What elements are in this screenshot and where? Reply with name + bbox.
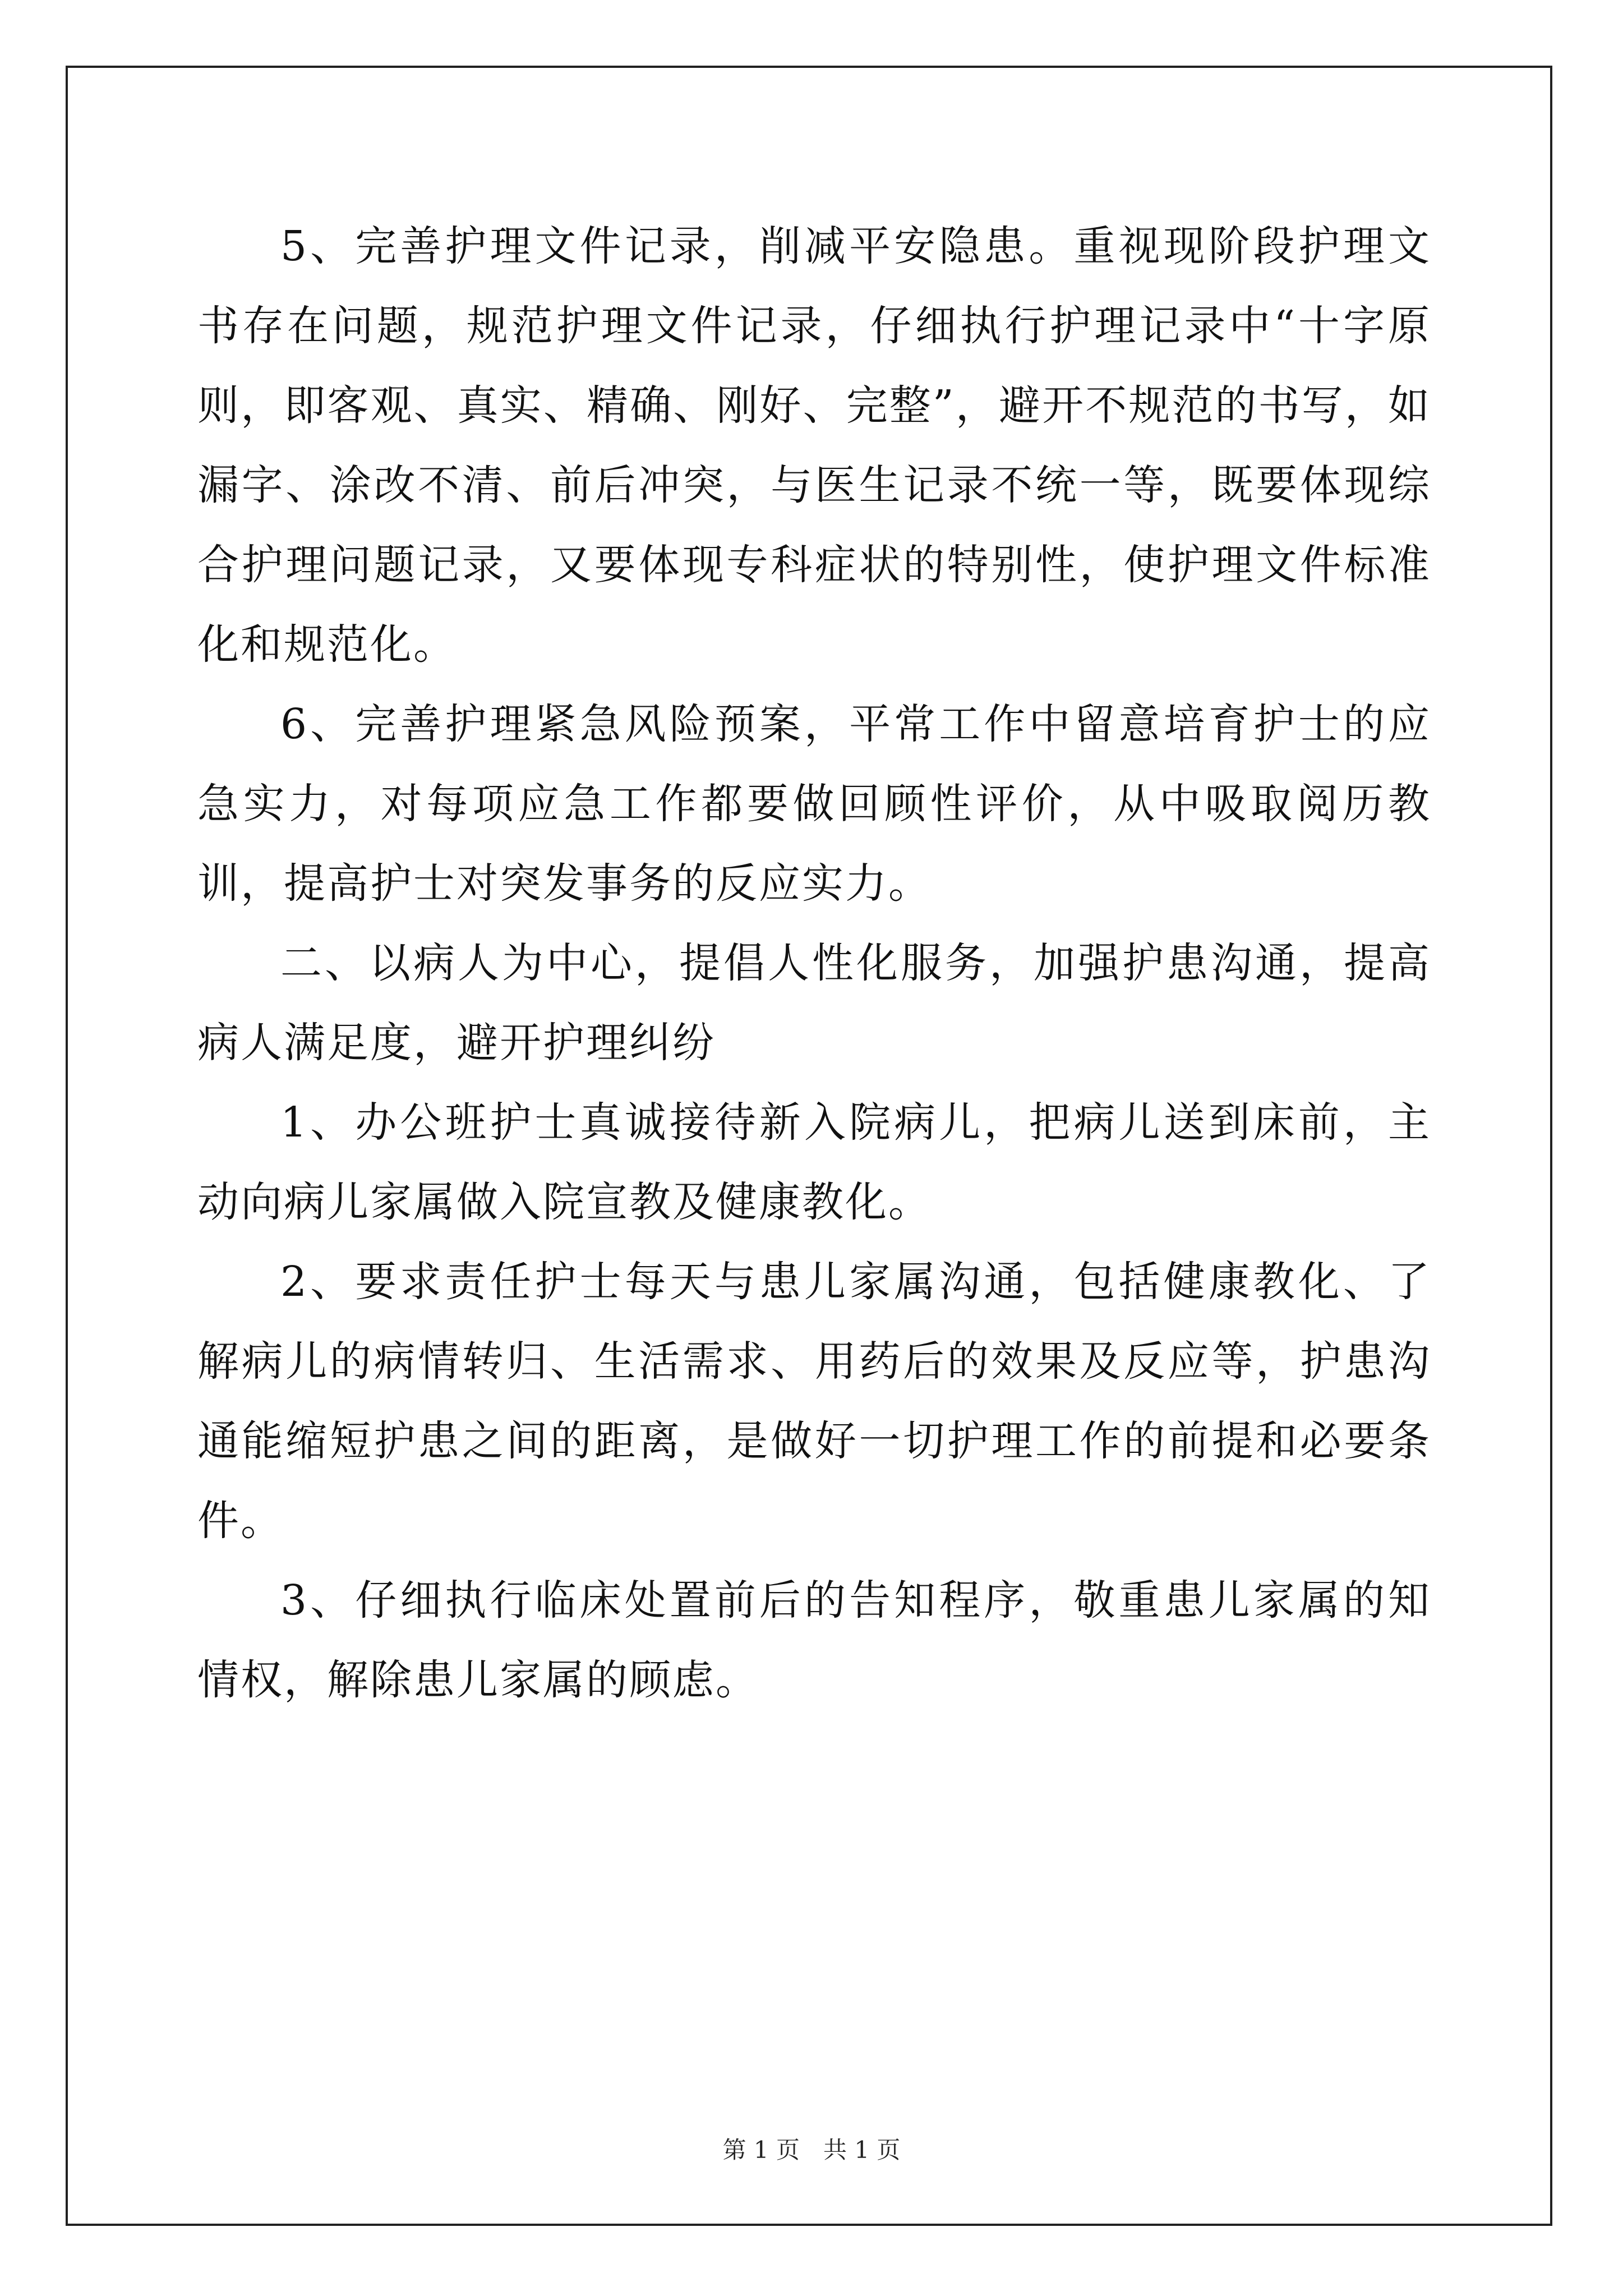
paragraph-3: 二、以病人为中心，提倡人性化服务，加强护患沟通，提高病人满足度，避开护理纠纷 — [197, 939, 1431, 1067]
paragraph-6: 3、仔细执行临床处置前后的告知程序，敬重患儿家属的知情权，解除患儿家属的顾虑。 — [197, 1576, 1431, 1704]
paragraph-2: 6、完善护理紧急风险预案，平常工作中留意培育护士的应急实力，对每项应急工作都要做回顾性评价，从中吸取阅历教训，提高护士对突发事务的反应实力。 — [197, 700, 1431, 908]
paragraph-5: 2、要求责任护士每天与患儿家属沟通，包括健康教化、了解病儿的病情转归、生活需求、用药后的效果及反应等，护患沟通能缩短护患之间的距离，是做好一切护理工作的前提和必要条件。 — [197, 1258, 1431, 1545]
page-footer: 第 1 页 共 1 页 — [722, 2136, 901, 2164]
paragraph-1: 5、完善护理文件记录，削减平安隐患。重视现阶段护理文书存在问题，规范护理文件记录，仔细执行护理记录中“十字原则，即客观、真实、精确、刚好、完整”，避开不规范的书写，如漏字、涂改不清、前后冲突，与医生记录不统一等，既要体现综合护理问题记录，又要体现专科症状的特别性，使护理文件标准化和规范化。 — [197, 222, 1431, 669]
document-body — [197, 206, 1431, 1720]
paragraph-4: 1、办公班护士真诚接待新入院病儿，把病儿送到床前，主动向病儿家属做入院宣教及健康教化。 — [197, 1098, 1431, 1226]
